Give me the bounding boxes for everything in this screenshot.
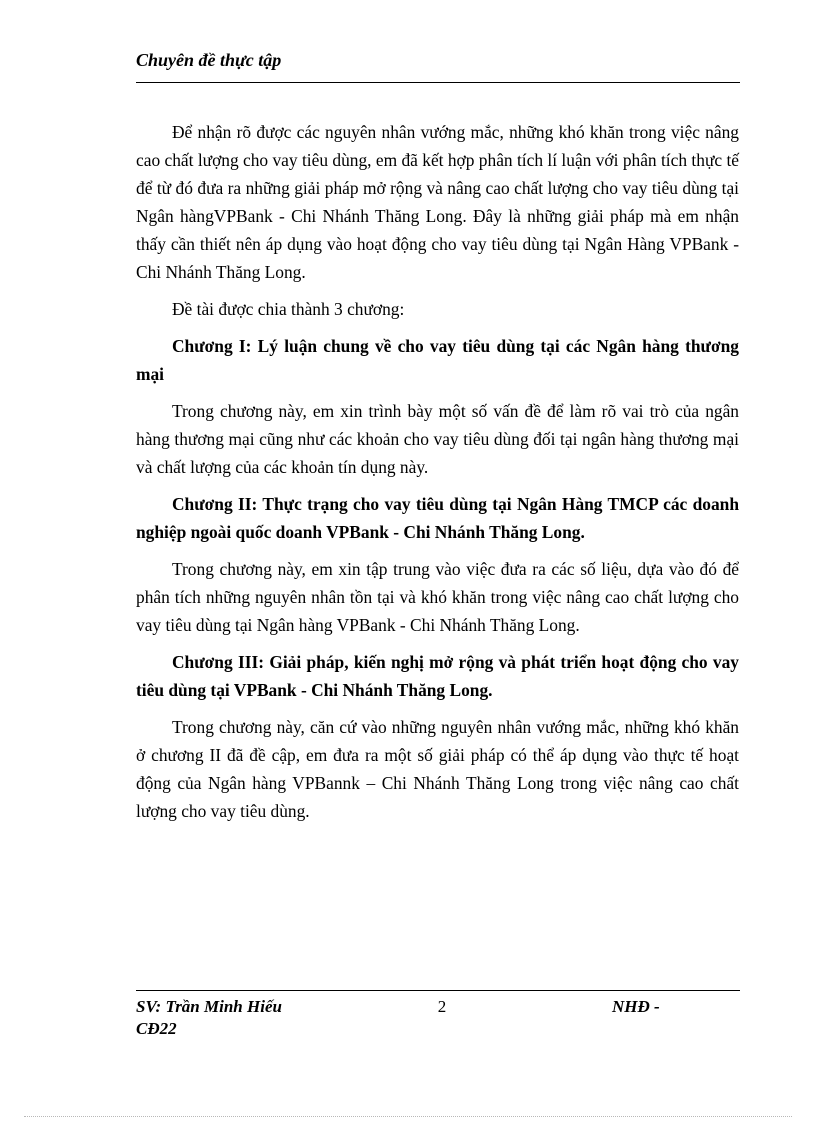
intro-paragraph: Để nhận rõ được các nguyên nhân vướng mắc, những khó khăn trong việc nâng cao chất lượng cho vay tiêu dùng, em đã kết hợp phân tích lí luận với phân tích thực tế để từ đó đưa ra những giải pháp mở rộng và nâng cao chất lượng cho vay tiêu dùng tại Ngân hàngVPBank - Chi Nhánh Thăng Long. Đây là những giải pháp mà em nhận thấy cần thiết nên áp dụng vào hoạt động cho vay tiêu dùng tại Ngân Hàng VPBank - Chi Nhánh Thăng Long.	[136, 122, 739, 282]
chapter-overview: Đề tài được chia thành 3 chương:	[172, 299, 405, 319]
page-bottom-edge	[24, 1116, 792, 1117]
chapter-3-summary: Trong chương này, căn cứ vào những nguyên nhân vướng mắc, những khó khăn ở chương II đã đề cập, em đưa ra một số giải pháp có thể áp dụng vào thực tế hoạt động của Ngân hàng VPBannk – Chi Nhánh Thăng Long trong việc nâng cao chất lượng cho vay tiêu dùng.	[136, 717, 739, 821]
document-body	[136, 118, 739, 834]
header-title: Chuyên đề thực tập	[136, 50, 282, 70]
chapter-2-summary: Trong chương này, em xin tập trung vào việc đưa ra các số liệu, dựa vào đó để phân tích những nguyên nhân tồn tại và khó khăn trong việc nâng cao chất lượng cho vay tiêu dùng tại Ngân hàng VPBank - Chi Nhánh Thăng Long.	[136, 559, 739, 635]
chapter-2-heading: Chương II: Thực trạng cho vay tiêu dùng tại Ngân Hàng TMCP các doanh nghiệp ngoài quốc doanh VPBank - Chi Nhánh Thăng Long.	[136, 494, 739, 542]
chapter-3-heading: Chương III: Giải pháp, kiến nghị mở rộng và phát triển hoạt động cho vay tiêu dùng tại VPBank - Chi Nhánh Thăng Long.	[136, 652, 739, 700]
chapter-1-summary: Trong chương này, em xin trình bày một số vấn đề để làm rõ vai trò của ngân hàng thương mại cũng như các khoản cho vay tiêu dùng đối tại ngân hàng thương mại và chất lượng của các khoản tín dụng này.	[136, 401, 739, 477]
page-number: 2	[437, 997, 447, 1016]
footer-divider	[136, 990, 740, 991]
header-divider	[136, 82, 740, 83]
footer-class-code: NHĐ -	[612, 997, 660, 1016]
footer-student-name: SV: Trần Minh Hiếu CĐ22	[136, 997, 282, 1038]
chapter-1-heading: Chương I: Lý luận chung về cho vay tiêu dùng tại các Ngân hàng thương mại	[136, 336, 739, 384]
